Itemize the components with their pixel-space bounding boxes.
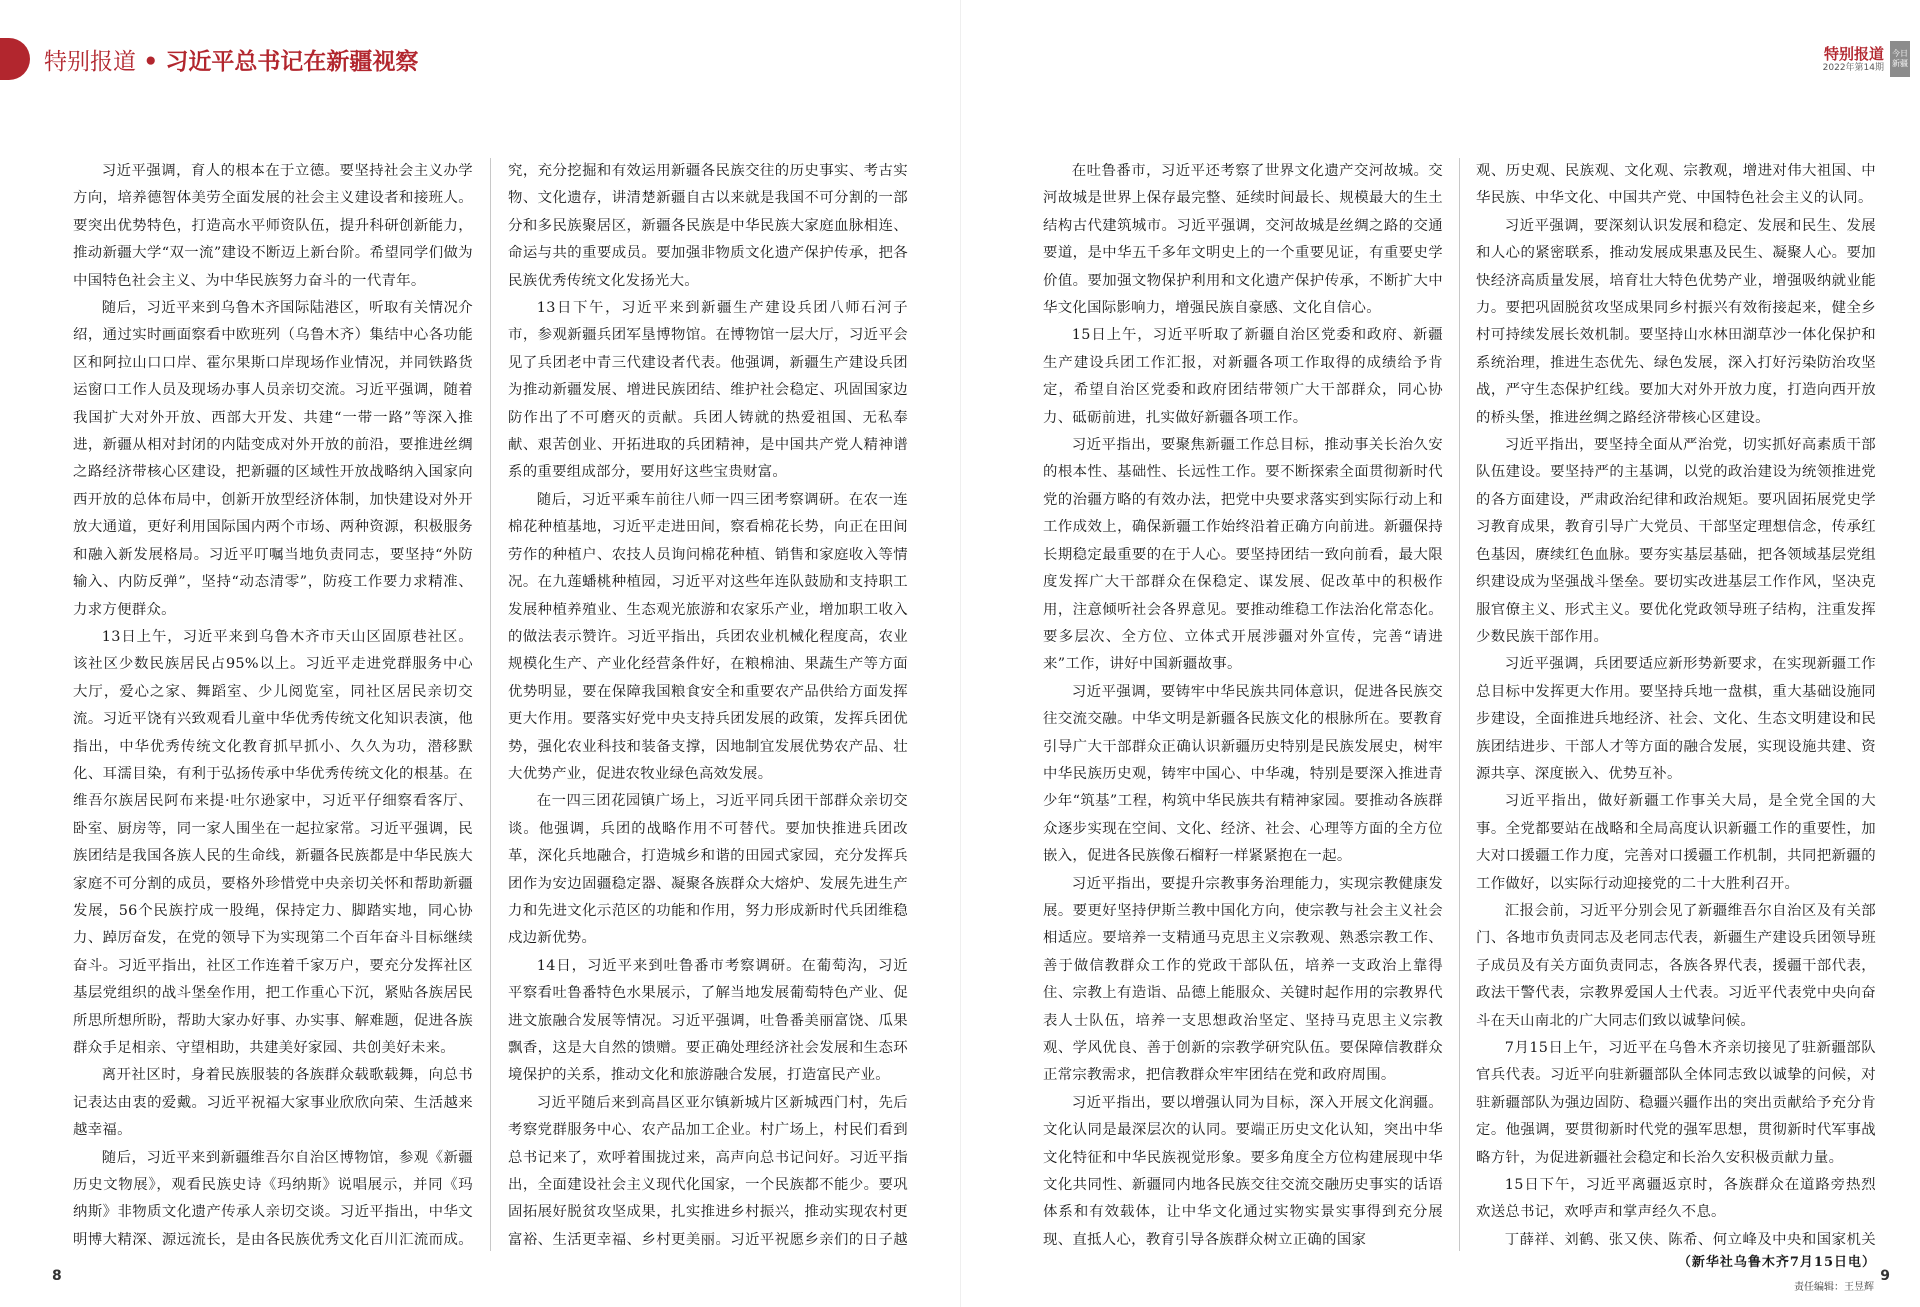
article-paragraph: 习近平强调，兵团要适应新形势新要求，在实现新疆工作总目标中发挥更大作用。要坚持兵地一盘棋，重大基础设施同步建设，全面推进兵地经济、社会、文化、生态文明建设和民族团结进步、干部人才等方面的融合发展，实现设施共建、资源共享、深度嵌入、优势互补。 — [1476, 656, 1876, 782]
article-paragraph: 13日上午，习近平来到乌鲁木齐市天山区固原巷社区。该社区少数民族居民占95%以上。习近平走进党群服务中心大厅，爱心之家、舞蹈室、少儿阅览室，同社区居民亲切交流。习近平饶有兴致观看儿童中华优秀传统文化知识表演，他指出，中华优秀传统文化教育抓早抓小、久久为功，潜移默化、耳濡目染，有利于弘扬传承中华优秀传统文化的根基。在维吾尔族居民阿布来提·吐尔逊家中，习近平仔细察看客厅、卧室、厨房等，同一家人围坐在一起拉家常。习近平强调，民族团结是我国各族人民的生命线，新疆各民族都是中华民族大家庭不可分割的成员，要格外珍惜党中央亲切关怀和帮助新疆发展，56个民族拧成一股绳，保持定力、脚踏实地，同心协力、踔厉奋发，在党的领导下为实现第二个百年奋斗目标继续奋斗。习近平指出，社区工作连着千家万户，要充分发挥社区基层党组织的战斗堡垒作用，把工作重心下沉，紧贴各族居民所思所想所盼，帮助大家办好事、办实事、解难题，促进各族群众手足相亲、守望相助，共建美好家园、共创美好未来。 — [73, 628, 473, 1056]
article-paragraph: 观、历史观、民族观、文化观、宗教观，增进对伟大祖国、中华民族、中华文化、中国共产党、中国特色社会主义的认同。 — [1476, 163, 1876, 207]
magazine-logo-badge: 今日新疆 — [1890, 41, 1910, 77]
article-paragraph: 习近平指出，要以增强认同为目标，深入开展文化润疆。文化认同是最深层次的认同。要端正历史文化认知，突出中华文化特征和中华民族视觉形象。要多角度全方位构建展现中华文化共同性、新疆同内地各民族交往交流交融历史事实的话语体系和有效载体，让中华文化通过实物实景实事得到充分展现、直抵人心，教育引导各族群众树立正确的国家 — [1043, 1094, 1443, 1248]
header-title — [44, 43, 418, 76]
article-paragraph: 13日下午，习近平来到新疆生产建设兵团八师石河子市，参观新疆兵团军垦博物馆。在博物馆一层大厅，习近平会见了兵团老中青三代建设者代表。他强调，新疆生产建设兵团为推动新疆发展、增进民族团结、维护社会稳定、巩固国家边防作出了不可磨灭的贡献。兵团人铸就的热爱祖国、无私奉献、艰苦创业、开拓进取的兵团精神，是中国共产党人精神谱系的重要组成部分，要用好这些宝贵财富。 — [508, 300, 908, 481]
article-paragraph: 随后，习近平来到新疆维吾尔自治区博物馆，参观《新疆历史文物展》，观看民族史诗《玛纳斯》说唱展示，并同《玛纳斯》非物质文化遗产传承人亲切交谈。习近平指出，中华文明博大精深、源远流长，是由各民族优秀文化百川汇流而成。 — [73, 1149, 473, 1248]
text-column-1 — [73, 158, 473, 1251]
issue-number: 2022年第14期 — [1822, 62, 1884, 73]
article-paragraph: 汇报会前，习近平分别会见了新疆维吾尔自治区及有关部门、各地市负责同志及老同志代表，新疆生产建设兵团领导班子成员及有关方面负责同志，各族各界代表，援疆干部代表，政法干警代表，宗教界爱国人士代表。习近平代表党中央向奋斗在天山南北的广大同志们致以诚挚问候。 — [1476, 902, 1876, 1029]
page-spine — [960, 0, 961, 1307]
article-paragraph: 丁薛祥、刘鹤、张又侠、陈希、何立峰及中央和国家机关 — [1476, 1227, 1876, 1251]
article-paragraph: 随后，习近平乘车前往八师一四三团考察调研。在农一连棉花种植基地，习近平走进田间，察看棉花长势，向正在田间劳作的种植户、农技人员询问棉花种植、销售和家庭收入等情况。在九莲蟠桃种植园，习近平对这些年连队鼓励和支持职工发展种植养殖业、生态观光旅游和农家乐产业，增加职工收入的做法表示赞许。习近平指出，兵团农业机械化程度高，农业规模化生产、产业化经营条件好，在粮棉油、果蔬生产等方面优势明显，要在保障我国粮食安全和重要农产品供给方面发挥更大作用。要落实好党中央支持兵团发展的政策，发挥兵团优势，强化农业科技和装备支撑，因地制宜发展优势农产品、壮大优势产业，促进农牧业绿色高效发展。 — [508, 491, 908, 782]
article-paragraph: 习近平指出，要提升宗教事务治理能力，实现宗教健康发展。要更好坚持伊斯兰教中国化方向，使宗教与社会主义社会相适应。要培养一支精通马克思主义宗教观、熟悉宗教工作、善于做信教群众工作的党政干部队伍，培养一支政治上靠得住、宗教上有造诣、品德上能服众、关键时起作用的宗教界代表人士队伍，培养一支思想政治坚定、坚持马克思主义宗教观、学风优良、善于创新的宗教学研究队伍。要保障信教群众正常宗教需求，把信教群众牢牢团结在党和政府周围。 — [1043, 875, 1443, 1084]
page-number-left: 8 — [52, 1268, 62, 1284]
header-right — [1823, 38, 1910, 80]
article-paragraph: 随后，习近平来到乌鲁木齐国际陆港区，听取有关情况介绍，通过实时画面察看中欧班列（乌鲁木齐）集结中心各功能区和阿拉山口口岸、霍尔果斯口岸现场作业情况，并同铁路货运窗口工作人员及现场办事人员亲切交流。习近平强调，随着我国扩大对外开放、西部大开发、共建“一带一路”等深入推进，新疆从相对封闭的内陆变成对外开放的前沿，要推进丝绸之路经济带核心区建设，把新疆的区域性开放战略纳入国家向西开放的总体布局中，创新开放型经济体制，加快建设对外开放大通道，更好利用国际国内两个市场、两种资源，积极服务和融入新发展格局。习近平叮嘱当地负责同志，要坚持“外防输入、内防反弹”，坚持“动态清零”，防疫工作要力求精准、力求方便群众。 — [73, 300, 473, 618]
article-paragraph: 14日，习近平来到吐鲁番市考察调研。在葡萄沟，习近平察看吐鲁番特色水果展示，了解当地发展葡萄特色产业、促进文旅融合发展等情况。习近平强调，吐鲁番美丽富饶、瓜果飘香，这是大自然的馈赠。要正确处理经济社会发展和生态环境保护的关系，推动文化和旅游融合发展，打造富民产业。 — [508, 957, 908, 1084]
article-paragraph: 习近平强调，育人的根本在于立德。要坚持社会主义办学方向，培养德智体美劳全面发展的社会主义建设者和接班人。要突出优势特色，打造高水平师资队伍，提升科研创新能力，推动新疆大学“双一流”建设不断迈上新台阶。希望同学们做为中国特色社会主义、为中华民族努力奋斗的一代青年。 — [73, 163, 473, 289]
article-paragraph: 习近平指出，做好新疆工作事关大局，是全党全国的大事。全党都要站在战略和全局高度认识新疆工作的重要性，加大对口援疆工作力度，完善对口援疆工作机制，共同把新疆的工作做好，以实际行动迎接党的二十大胜利召开。 — [1476, 793, 1876, 892]
article-paragraph: 7月15日上午，习近平在乌鲁木齐亲切接见了驻新疆部队官兵代表。习近平向驻新疆部队全体同志致以诚挚的问候，对驻新疆部队为强边固防、稳疆兴疆作出的突出贡献给予充分肯定。他强调，要贯彻新时代党的强军思想，贯彻新时代军事战略方针，为促进新疆社会稳定和长治久安积极贡献力量。 — [1476, 1040, 1876, 1166]
section-marker — [0, 38, 30, 80]
magazine-section-name: 特别报道 — [1823, 44, 1884, 63]
title-separator: • — [143, 48, 159, 75]
article-paragraph: 究，充分挖掘和有效运用新疆各民族交往的历史事实、考古实物、文化遗存，讲清楚新疆自古以来就是我国不可分割的一部分和多民族聚居区，新疆各民族是中华民族大家庭血脉相连、命运与共的重要成员。要加强非物质文化遗产保护传承，把各民族优秀传统文化发扬光大。 — [508, 163, 908, 289]
article-paragraph: 离开社区时，身着民族服装的各族群众载歌载舞，向总书记表达由衷的爱戴。习近平祝福大家事业欣欣向荣、生活越来越幸福。 — [73, 1067, 473, 1139]
section-name: 特别报道 — [44, 48, 136, 75]
article-paragraph: 在一四三团花园镇广场上，习近平同兵团干部群众亲切交谈。他强调，兵团的战略作用不可替代。要加快推进兵团改革，深化兵地融合，打造城乡和谐的田园式家园，充分发挥兵团作为安边固疆稳定器、凝聚各族群众大熔炉、发展先进生产力和先进文化示范区的功能和作用，努力形成新时代兵团维稳戍边新优势。 — [508, 793, 908, 947]
text-column-2 — [508, 158, 908, 1251]
article-paragraph: 15日下午，习近平离疆返京时，各族群众在道路旁热烈欢送总书记，欢呼声和掌声经久不息。 — [1476, 1177, 1876, 1221]
header-left — [0, 38, 418, 80]
text-column-3 — [1043, 158, 1443, 1251]
article-paragraph: 15日上午，习近平听取了新疆自治区党委和政府、新疆生产建设兵团工作汇报，对新疆各项工作取得的成绩给予肯定，希望自治区党委和政府团结带领广大干部群众，同心协力、砥砺前进，扎实做好新疆各项工作。 — [1043, 327, 1443, 426]
dateline: （新华社乌鲁木齐7月15日电） — [1677, 1255, 1876, 1270]
article-paragraph: 习近平强调，要深刻认识发展和稳定、发展和民生、发展和人心的紧密联系，推动发展成果惠及民生、凝聚人心。要加快经济高质量发展，培育壮大特色优势产业，增强吸纳就业能力。要把巩固脱贫攻坚成果同乡村振兴有效衔接起来，健全乡村可持续发展长效机制。要坚持山水林田湖草沙一体化保护和系统治理，推进生态优先、绿色发展，深入打好污染防治攻坚战，严守生态保护红线。要加大对外开放力度，打造向西开放的桥头堡，推进丝绸之路经济带核心区建设。 — [1476, 217, 1876, 426]
article-title: 习近平总书记在新疆视察 — [165, 48, 419, 75]
article-paragraph: 习近平强调，要铸牢中华民族共同体意识，促进各民族交往交流交融。中华文明是新疆各民族文化的根脉所在。要教育引导广大干部群众正确认识新疆历史特别是民族发展史，树牢中华民族历史观，铸牢中国心、中华魂，特别是要深入推进青少年“筑基”工程，构筑中华民族共有精神家园。要推动各族群众逐步实现在空间、文化、经济、社会、心理等方面的全方位嵌入，促进各民族像石榴籽一样紧紧抱在一起。 — [1043, 683, 1443, 865]
column-rule — [490, 158, 491, 1251]
article-paragraph: 在吐鲁番市，习近平还考察了世界文化遗产交河故城。交河故城是世界上保存最完整、延续时间最长、规模最大的生土结构古代建筑城市。习近平强调，交河故城是丝绸之路的交通要道，是中华五千多年文明史上的一个重要见证，有重要史学价值。要加强文物保护利用和文化遗产保护传承，不断扩大中华文化国际影响力，增强民族自豪感、文化自信心。 — [1043, 163, 1443, 317]
text-column-4 — [1476, 158, 1876, 1251]
article-paragraph: 习近平指出，要坚持全面从严治党，切实抓好高素质干部队伍建设。要坚持严的主基调，以党的政治建设为统领推进党的各方面建设，严肃政治纪律和政治规矩。要巩固拓展党史学习教育成果，教育引导广大党员、干部坚定理想信念，传承红色基因，赓续红色血脉。要夯实基层基础，把各领域基层党组织建设成为坚强战斗堡垒。要切实改进基层工作作风，坚决克服官僚主义、形式主义。要优化党政领导班子结构，注重发挥少数民族干部作用。 — [1476, 437, 1876, 645]
column-rule — [1459, 158, 1460, 1251]
article-paragraph: 习近平指出，要聚焦新疆工作总目标，推动事关长治久安的根本性、基础性、长远性工作。要不断探索全面贯彻新时代党的治疆方略的有效办法，把党中央要求落实到实际行动上和工作成效上，确保新疆工作始终沿着正确方向前进。新疆保持长期稳定最重要的在于人心。要坚持团结一致向前看，最大限度发挥广大干部群众在保稳定、谋发展、促改革中的积极作用，注意倾听社会各界意见。要推动维稳工作法治化常态化。要多层次、全方位、立体式开展涉疆对外宣传，完善“请进来”工作，讲好中国新疆故事。 — [1043, 437, 1443, 673]
article-paragraph: 习近平随后来到高昌区亚尔镇新城片区新城西门村，先后考察党群服务中心、农产品加工企业。村广场上，村民们看到总书记来了，欢呼着围拢过来，高声向总书记问好。习近平指出，全面建设社会主义现代化国家，一个民族都不能少。要巩固拓展好脱贫攻坚成果，扎实推进乡村振兴，推动实现农村更富裕、生活更幸福、乡村更美丽。习近平祝愿乡亲们的日子越 — [508, 1094, 908, 1248]
page-number-right: 9 — [1880, 1268, 1890, 1284]
responsible-editor: 责任编辑：王昱辉 — [1794, 1282, 1874, 1293]
